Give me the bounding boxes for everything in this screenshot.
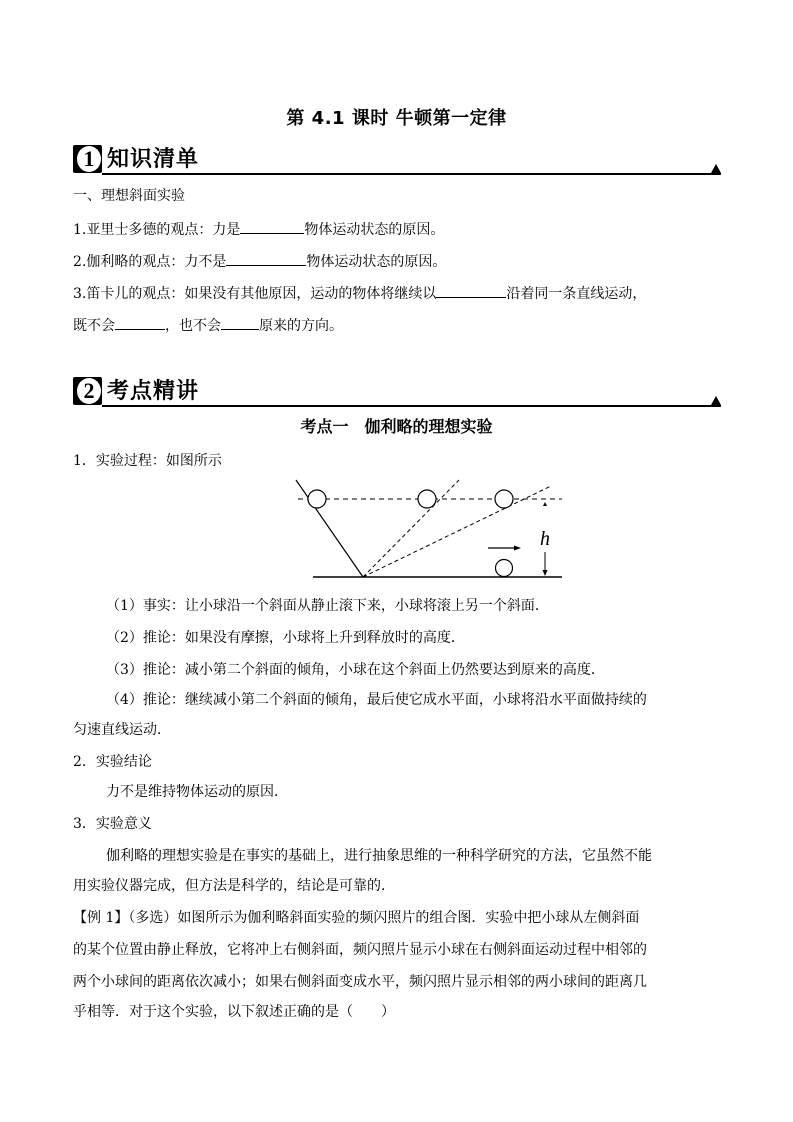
item-text: 2.伽利略的观点：力不是 [73,254,227,270]
answer-blank[interactable] [240,218,304,234]
item-text: ，也不会 [165,318,221,334]
section1-heading: 一、理想斜面实验 [73,188,185,204]
step-1: （1）事实：让小球沿一个斜面从静止滚下来，小球将滚上另一个斜面． [106,598,549,614]
conclusion-text: 力不是维持物体运动的原因． [106,784,288,800]
fill-blank-item-1 [73,218,444,240]
section-header-key-points [73,375,721,407]
fill-blank-item-3 [73,282,646,304]
key-point-title: 考点一 伽利略的理想实验 [300,417,493,436]
significance-text-1: 伽利略的理想实验是在事实的基础上，进行抽象思维的一种科学研究的方法，它虽然不能 [106,848,652,864]
answer-blank[interactable] [115,314,165,330]
example-line-1: 【例 1】（多选）如图所示为伽利略斜面实验的频闪照片的组合图．实验中把小球从左侧斜面 [73,910,640,926]
height-top-arrow-icon [543,502,547,506]
section-number: 1 [77,146,101,172]
step-3: （3）推论：减小第二个斜面的倾角，小球在这个斜面上仍然要达到原来的高度． [106,662,605,678]
section-header-knowledge-list [73,143,721,175]
example-line-4: 乎相等．对于这个实验，以下叙述正确的是（ ） [73,1004,395,1020]
section-underline [102,173,721,175]
shallow-incline [363,486,551,577]
triangle-marker-icon [711,396,721,405]
ball-icon [496,560,513,577]
page-title: 第 4.1 课时 牛顿第一定律 [286,108,507,129]
section-label: 知识清单 [107,147,200,172]
ball-icon [308,490,326,508]
section-number: 2 [77,378,101,404]
process-heading: 1．实验过程：如图所示 [73,453,222,469]
step-4: （4）推论：继续减小第二个斜面的倾角，最后使它成水平面，小球将沿水平面做持续的 [106,692,647,708]
answer-blank[interactable] [221,314,259,330]
height-label: h [540,528,550,550]
significance-heading: 3．实验意义 [73,816,152,832]
left-incline [296,480,363,577]
section-number-badge [73,145,102,173]
conclusion-heading: 2．实验结论 [73,754,152,770]
item-text: 3.笛卡儿的观点：如果没有其他原因，运动的物体将继续以 [73,286,437,302]
steep-incline [363,480,459,577]
fill-blank-item-2 [73,250,446,272]
item-text: 既不会 [73,318,115,334]
item-text: 沿着同一条直线运动， [506,286,647,302]
section-label: 考点精讲 [107,379,200,404]
item-text: 物体运动状态的原因。 [306,254,447,270]
step-2: （2）推论：如果没有摩擦，小球将上升到释放时的高度． [106,630,465,646]
arrowhead-icon [543,570,548,576]
triangle-marker-icon [711,164,721,173]
example-line-3: 两个小球间的距离依次减小；如果右侧斜面变成水平，频闪照片显示相邻的两小球间的距离几 [73,974,647,990]
fill-blank-item-4 [73,314,343,336]
significance-text-2: 用实验仪器完成，但方法是科学的，结论是可靠的． [73,878,395,894]
item-text: 原来的方向。 [259,318,343,334]
item-text: 物体运动状态的原因。 [304,222,445,238]
inclined-plane-diagram [285,470,575,585]
section-number-badge [73,377,102,405]
item-text: 1.亚里士多德的观点：力是 [73,222,241,238]
example-line-2: 的某个位置由静止释放，它将冲上右侧斜面，频闪照片显示小球在右侧斜面运动过程中相邻的 [73,942,647,958]
answer-blank[interactable] [226,250,306,266]
ball-icon [495,490,513,508]
arrowhead-icon [514,546,521,551]
answer-blank[interactable] [436,282,506,298]
ball-icon [418,490,436,508]
step-4-continued: 匀速直线运动． [73,722,171,738]
section-underline [102,405,721,407]
